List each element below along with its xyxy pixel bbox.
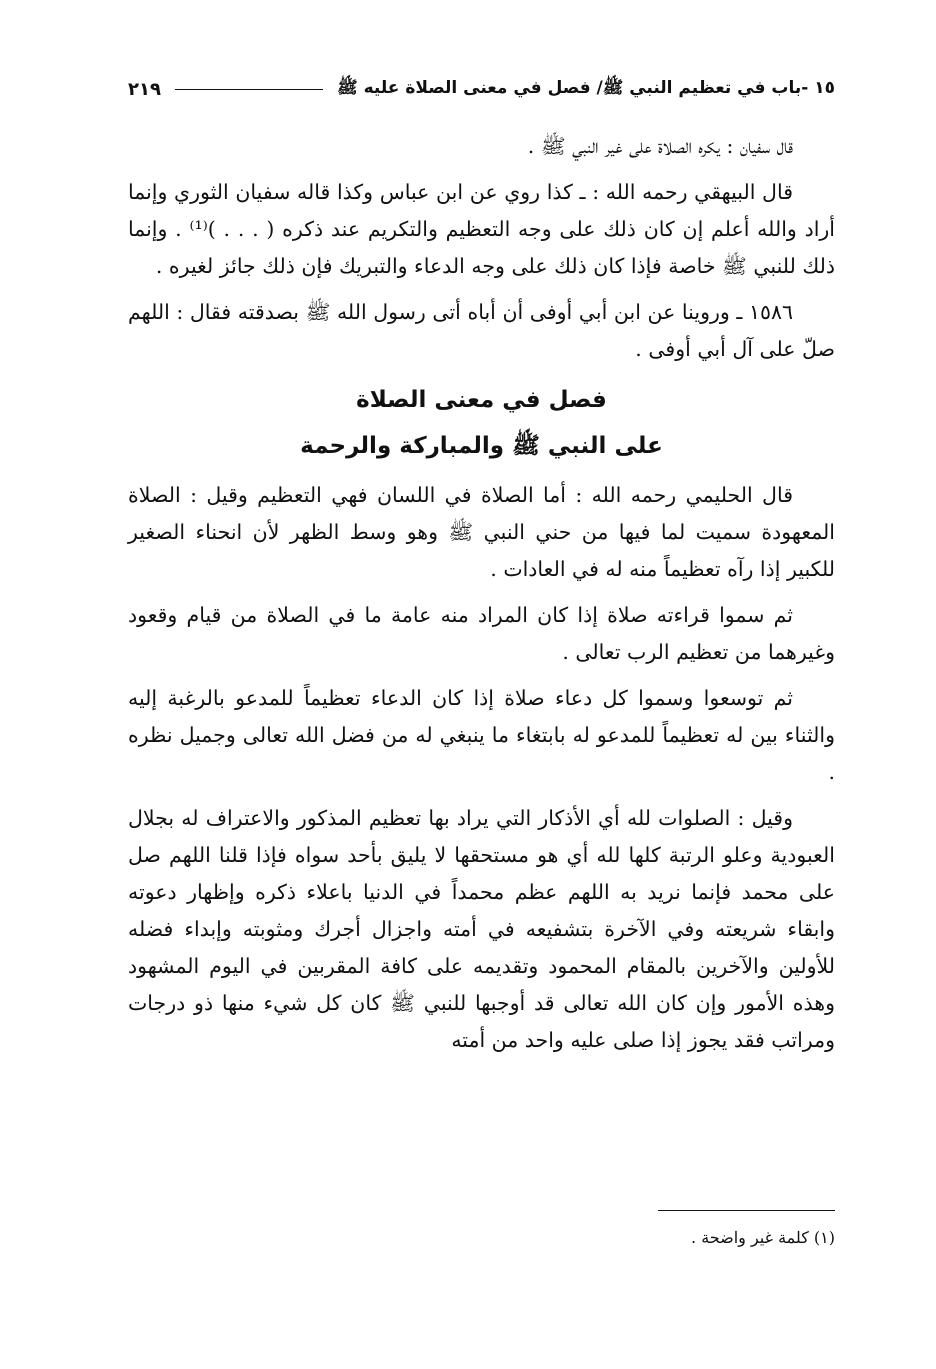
- paragraph: وقيل : الصلوات لله أي الأذكار التي يراد بها تعظيم المذكور والاعتراف له بجلال العبودية وعلو الرتبة كلها لله أي هو مستحقها لا يليق بأحد سواه فإذا قلنا اللهم صل على محمد فإنما نريد به اللهم عظم محمداً في الدنيا باعلاء ذكره وإظهار دعوته وابقاء شريعته وفي الآخرة بتشفيعه في أمته واجزال أجرك ومثوبته وإبداء فضله للأولين والآخرين بالمقام المحمود وتقديمه على كافة المقربين في اليوم المشهود وهذه الأمور وإن كان الله تعالى قد أوجبها للنبي ﷺ كان كل شيء منها ذو درجات ومراتب فقد يجوز إذا صلى عليه واحد من أمته: [128, 806, 835, 1052]
- footnote: (١) كلمة غير واضحة .: [691, 1228, 835, 1247]
- paragraph: ١٥٨٦ ـ وروينا عن ابن أبي أوفى أن أباه أتى رسول الله ﷺ بصدقته فقال : اللهم صلّ على آل أبي أوفى .: [128, 300, 835, 361]
- section-heading-line-1: فصل في معنى الصلاة: [356, 387, 607, 413]
- paragraph: قال البيهقي رحمه الله : ـ كذا روي عن ابن عباس وكذا قاله سفيان الثوري وإنما أراد والله أعلم إن كان ذلك على وجه التعظيم والتكريم عند ذكره ( . . . )⁽¹⁾ . وإنما ذلك للنبي ﷺ خاصة فإذا كان ذلك على وجه الدعاء والتبريك فإن ذلك جائز لغيره .: [128, 180, 835, 278]
- paragraph: ثم توسعوا وسموا كل دعاء صلاة إذا كان الدعاء تعظيماً للمدعو بالرغبة إليه والثناء بين له تعظيماً للمدعو له بابتغاء ما ينبغي له من فضل الله تعالى وجميل نظره .: [128, 686, 835, 784]
- section-heading-line-2: على النبي ﷺ والمباركة والرحمة: [300, 433, 663, 459]
- paragraph: ثم سموا قراءته صلاة إذا كان المراد منه عامة ما في الصلاة من قيام وقعود وغيرهما من تعظيم الرب تعالى .: [128, 603, 835, 664]
- header-rule: [175, 89, 323, 90]
- footnote-rule: [658, 1210, 835, 1211]
- paragraph: قال الحليمي رحمه الله : أما الصلاة في اللسان فهي التعظيم وقيل : الصلاة المعهودة سميت لما فيها من حني النبي ﷺ وهو وسط الظهر لأن انحناء الصغير للكبير إذا رآه تعظيماً منه له في العادات .: [128, 483, 835, 581]
- body-text: [128, 128, 835, 1068]
- running-title: ١٥ -باب في تعظيم النبي ﷺ/ فصل في معنى الصلاة عليه ﷺ: [337, 77, 835, 98]
- paragraph: قال سفيان : يكره الصلاة على غير النبي ﷺ .: [527, 134, 793, 158]
- running-header: [128, 74, 835, 104]
- page-number: ٢١٩: [128, 78, 161, 100]
- section-heading: [128, 377, 835, 469]
